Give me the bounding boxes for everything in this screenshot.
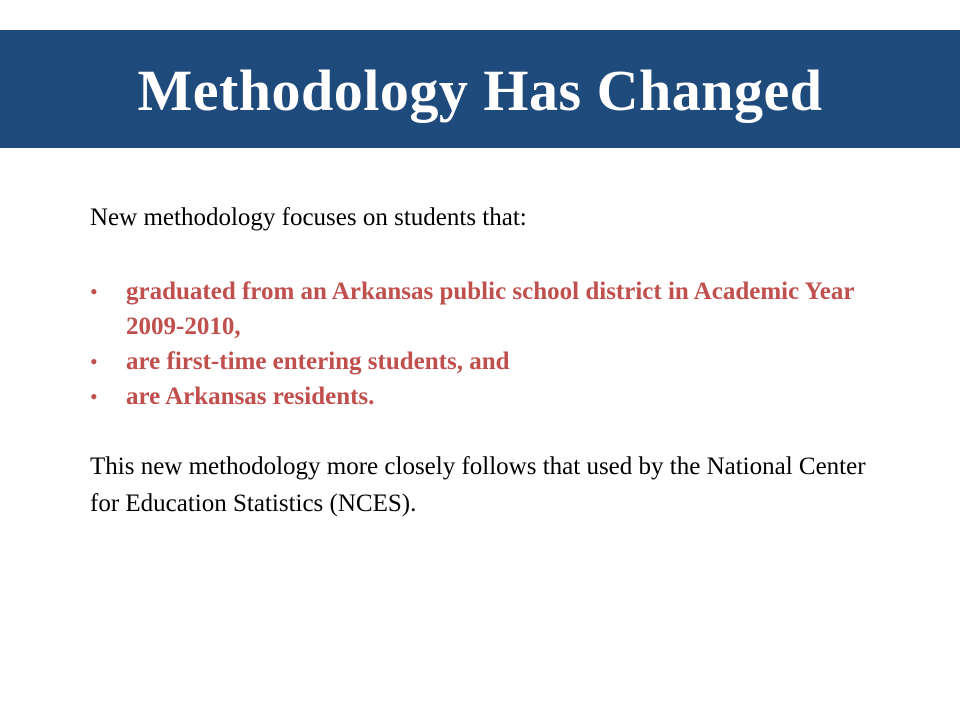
slide-title: Methodology Has Changed [137,58,823,123]
bullet-text: graduated from an Arkansas public school district in Academic Year 2009-2010, [126,278,855,340]
slide-content [90,200,870,522]
bullet-dot-icon: • [90,384,98,409]
bullet-text: are Arkansas residents. [126,383,375,410]
intro-text: New methodology focuses on students that: [90,204,527,231]
closing-text: This new methodology more closely follows that used by the National Center for Education Statistics (NCES). [90,453,866,517]
bullet-text: are first-time entering students, and [126,348,510,375]
bullet-list [90,274,870,414]
bullet-dot-icon: • [90,279,98,304]
bullet-item [90,344,870,379]
bullet-dot-icon: • [90,349,98,374]
bullet-item [90,379,870,414]
bullet-item [90,274,870,344]
title-band [0,30,960,148]
